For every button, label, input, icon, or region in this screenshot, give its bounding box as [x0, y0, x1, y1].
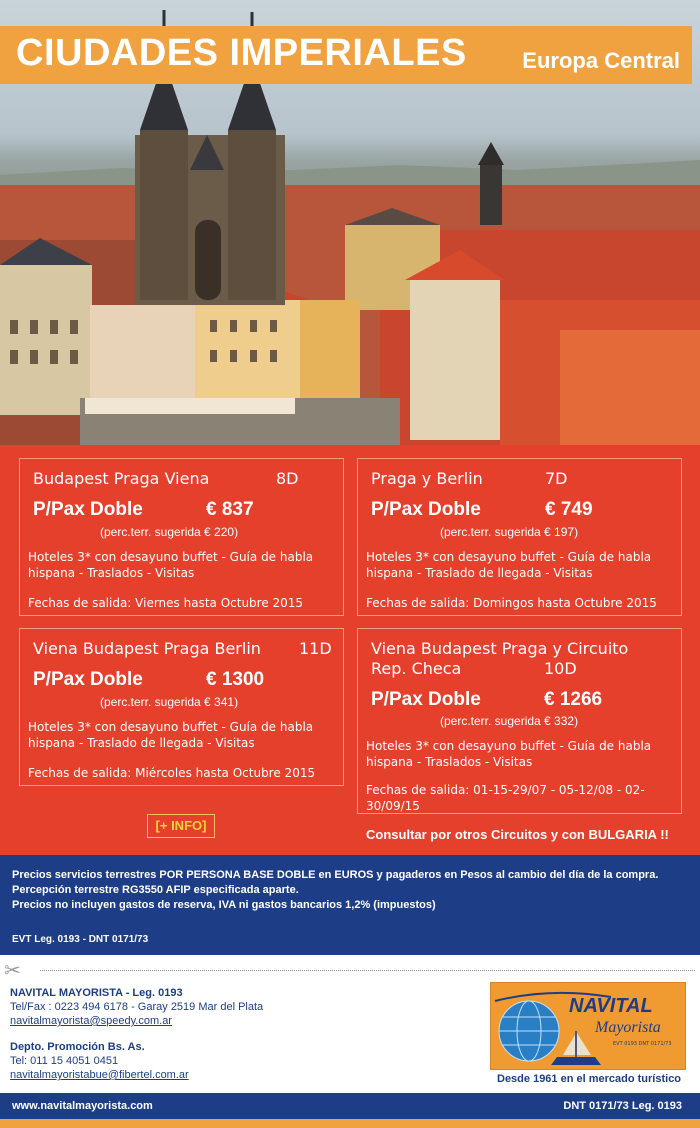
offer-pax-label: P/Pax Doble — [371, 689, 481, 710]
terms-band — [0, 855, 700, 955]
offer-route: Viena Budapest Praga Berlin — [33, 639, 261, 658]
offer-pax-label: P/Pax Doble — [33, 499, 143, 520]
consult-text: Consultar por otros Circuitos y con BULGARIA !! — [366, 827, 669, 842]
dept-email-link[interactable]: navitalmayoristabue@fibertel.com.ar — [10, 1069, 189, 1081]
offer-pax-label: P/Pax Doble — [33, 669, 143, 690]
offer-card[interactable] — [19, 628, 344, 786]
website-link[interactable]: www.navitalmayorista.com — [12, 1100, 153, 1112]
offer-price: € 1266 — [544, 689, 603, 710]
company-name: NAVITAL MAYORISTA - Leg. 0193 — [10, 987, 183, 999]
offer-hotels: Hoteles 3* con desayuno buffet - Guía de habla hispana - Traslados - Visitas — [28, 550, 314, 580]
offer-route-line2: Rep. Checa — [371, 659, 462, 678]
offer-price: € 837 — [206, 499, 254, 520]
offer-dates: Fechas de salida: Miércoles hasta Octubre 2015 — [28, 766, 316, 780]
dept-phone: Tel: 011 15 4051 0451 — [10, 1055, 119, 1067]
offer-perc: (perc.terr. sugerida € 197) — [440, 525, 579, 539]
title-bar — [0, 26, 692, 84]
offer-days: 10D — [544, 659, 577, 678]
terms-line-1: Precios servicios terrestres POR PERSONA BASE DOBLE en EUROS y pagaderos en Pesos al cambio del día de la compra. Percepción terrestre RG3550 AFIP especificada aparte. — [12, 869, 659, 896]
offer-route: Budapest Praga Viena — [33, 469, 210, 488]
offer-hotels: Hoteles 3* con desayuno buffet - Guía de habla hispana - Traslados - Visitas — [366, 739, 652, 769]
offer-perc: (perc.terr. sugerida € 341) — [100, 695, 239, 709]
more-info-button[interactable]: [+ INFO] — [147, 814, 215, 838]
hero-image — [0, 0, 700, 445]
offer-perc: (perc.terr. sugerida € 220) — [100, 525, 239, 539]
evt-legal: EVT Leg. 0193 - DNT 0171/73 — [12, 934, 149, 945]
contact-main — [10, 986, 263, 1028]
offer-dates: Fechas de salida: Domingos hasta Octubre 2015 — [366, 596, 657, 610]
offer-route: Praga y Berlin — [371, 469, 483, 488]
offer-price: € 749 — [545, 499, 593, 520]
offers-section — [0, 445, 700, 855]
footer-bar — [0, 1093, 700, 1119]
offer-hotels: Hoteles 3* con desayuno buffet - Guía de habla hispana - Traslado de llegada - Visitas — [366, 550, 652, 580]
offer-dates: Fechas de salida: 01-15-29/07 - 05-12/08 - 02-30/09/15 — [366, 783, 645, 813]
terms-line-2: Precios no incluyen gastos de reserva, IVA ni gastos bancarios 1,2% (impuestos) — [12, 899, 436, 911]
offer-route: Viena Budapest Praga y Circuito — [371, 639, 629, 658]
offer-hotels: Hoteles 3* con desayuno buffet - Guía de habla hispana - Traslado de llegada - Visitas — [28, 720, 314, 750]
offer-card[interactable] — [19, 458, 344, 616]
offer-days: 11D — [299, 639, 332, 658]
offer-days: 8D — [276, 469, 299, 488]
dept-name: Depto. Promoción Bs. As. — [10, 1041, 145, 1053]
offer-price: € 1300 — [206, 669, 265, 690]
terms-text — [12, 868, 694, 913]
cut-line — [40, 970, 695, 971]
page-title: CIUDADES IMPERIALES — [16, 32, 467, 74]
since-tagline: Desde 1961 en el mercado turístico — [497, 1073, 682, 1085]
company-phone-address: Tel/Fax : 0223 494 6178 - Garay 2519 Mar del Plata — [10, 1001, 264, 1013]
offer-card[interactable] — [357, 628, 682, 814]
contact-dept — [10, 1040, 189, 1082]
page-subtitle: Europa Central — [522, 48, 680, 73]
offer-pax-label: P/Pax Doble — [371, 499, 481, 520]
navital-logo — [490, 982, 686, 1070]
logo-sub: Mayorista — [595, 1019, 661, 1036]
company-email-link[interactable]: navitalmayorista@speedy.com.ar — [10, 1015, 172, 1027]
offer-days: 7D — [545, 469, 568, 488]
offer-card[interactable] — [357, 458, 682, 616]
logo-name: NAVITAL — [569, 995, 653, 1017]
offer-dates: Fechas de salida: Viernes hasta Octubre 2015 — [28, 596, 304, 610]
footer-dnt: DNT 0171/73 Leg. 0193 — [563, 1100, 682, 1112]
offer-perc: (perc.terr. sugerida € 332) — [440, 714, 579, 728]
scissors-icon: ✂ — [4, 958, 21, 982]
footer-strip — [0, 1119, 700, 1128]
logo-tag: EVT 0193 DNT 0171/73 — [613, 1041, 672, 1047]
